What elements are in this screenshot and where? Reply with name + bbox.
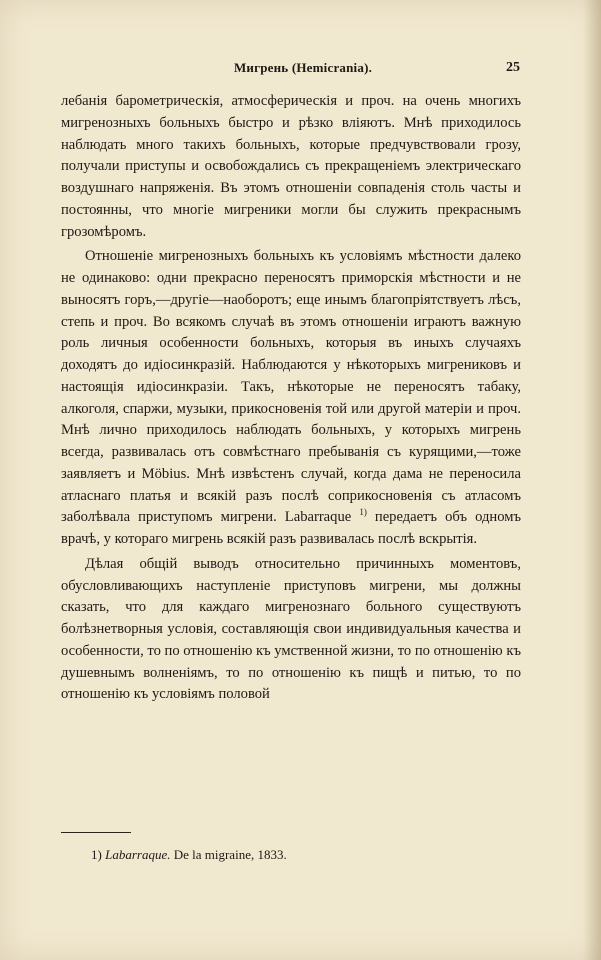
footnote-marker: 1) <box>91 847 102 862</box>
page-number: 25 <box>506 60 520 75</box>
paragraph-2 <box>61 246 521 551</box>
footnote <box>91 847 521 863</box>
page-header <box>86 60 520 80</box>
paragraph-3: Дѣлая общій выводъ относительно причинныхъ моментовъ, обусловливающихъ наступленіе приступовъ мигрени, мы должны сказать, что для каждаго мигренознаго больного существуютъ болѣзнетворныя условія, составляющія свои индивидуальныя качества и особенности, то по отношенію къ умственной жизни, то по отношенію къ душевнымъ волненіямъ, то по отношенію къ пищѣ и питью, то по отношенію къ условіямъ половой <box>61 555 521 703</box>
paragraph-2-text: Отношеніе мигренозныхъ больныхъ къ условіямъ мѣстности далеко не одинаково: одни прекрасно переносятъ приморскія мѣстности и не выносятъ горъ,—другіе—наоборотъ; еще инымъ благопріятствуетъ лѣсъ, степь и проч. Во всякомъ случаѣ въ этомъ отношеніи играютъ важную роль личныя особенности больныхъ, которыя въ иныхъ случаяхъ доходятъ до идіосинкразій. Наблюдаются у нѣкоторыхъ мигрениковъ и настоящія идіосинкразіи. Такъ, нѣкоторые не переносятъ табаку, алкоголя, спаржи, музыки, прикосновенія той или другой матеріи и проч. Мнѣ лично приходилось наблюдать больныхъ, у которыхъ мигрень всегда, развивалась отъ совмѣстнаго пребыванія съ курящими,—тоже заявляетъ и Möbius. Мнѣ извѣстенъ случай, когда дама не переносила атласнаго платья и всякій разъ послѣ соприкосновенія съ атласомъ заболѣвала приступомъ мигрени. Labarraque <box>61 248 521 526</box>
footnote-text: De la migraine, 1833. <box>173 847 287 862</box>
page-edge-shadow <box>583 0 601 960</box>
paragraph-1: лебанія барометрическія, атмосферическія и проч. на очень многихъ мигренозныхъ больныхъ быстро и рѣзко вліяютъ. Мнѣ приходилось наблюдать много такихъ больныхъ, которые предчувствовали грозу, получали приступы и освобождались съ прекращеніемъ электрическаго воздушнаго напряженія. Въ этомъ отношеніи совпаденія столь часты и постоянны, что многіе мигреники могли бы служить прекраснымъ грозомѣромъ. <box>61 93 521 240</box>
paragraph-2-tail: передаетъ объ одномъ врачѣ, у котораго мигрень всякій разъ развивалась послѣ вскрытія. <box>61 509 521 547</box>
footnote-divider <box>61 832 131 833</box>
footnote-author: Labarraque. <box>105 847 171 862</box>
body-text <box>61 91 521 706</box>
running-head: Мигрень (Hemicrania). <box>233 60 373 75</box>
footnote-reference: 1) <box>359 507 367 518</box>
